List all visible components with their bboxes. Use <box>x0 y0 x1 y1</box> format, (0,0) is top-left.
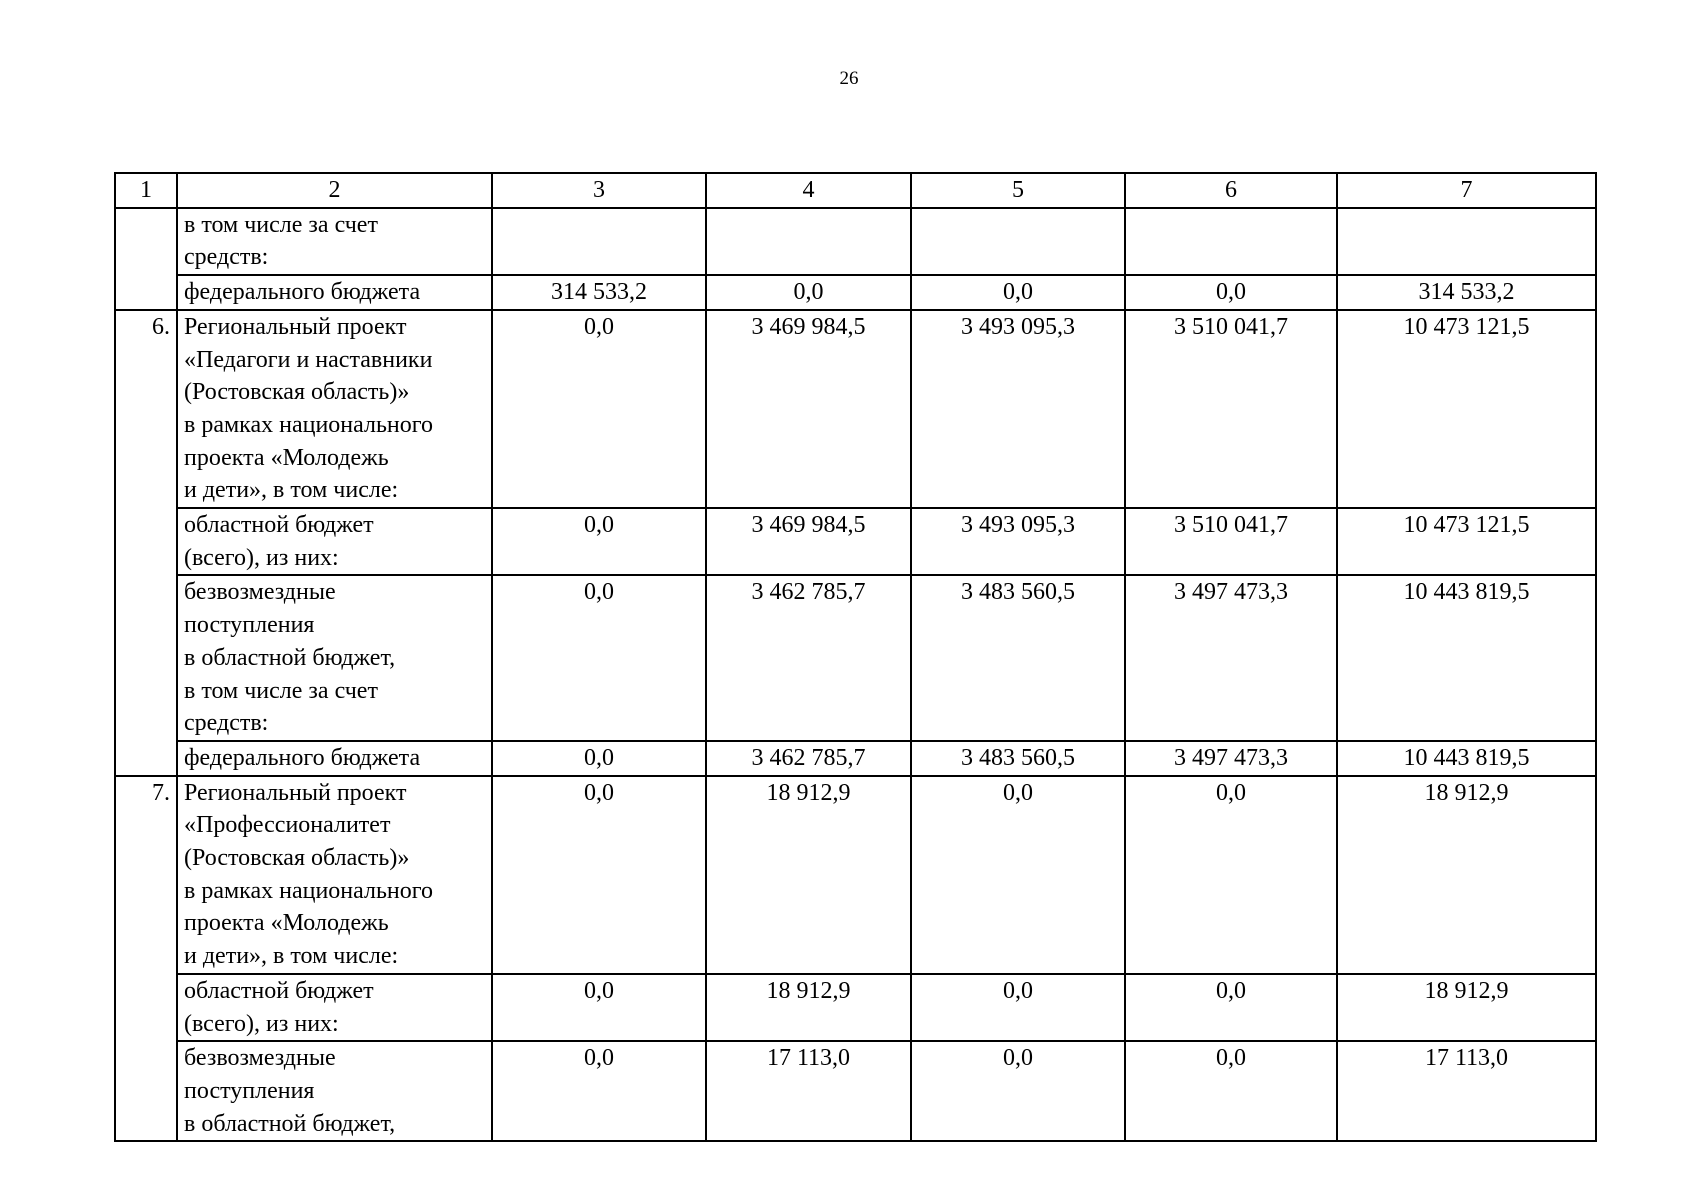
description-line: областной бюджет <box>184 977 374 1004</box>
value-cell: 0,0 <box>911 275 1125 310</box>
value-cell: 10 473 121,5 <box>1337 310 1596 508</box>
value-cell: 0,0 <box>492 575 706 741</box>
value-cell: 3 469 984,5 <box>706 508 911 575</box>
description-cell <box>177 575 492 741</box>
description-line: в областной бюджет, <box>184 1110 396 1137</box>
value-cell: 3 497 473,3 <box>1125 741 1337 776</box>
value-cell: 0,0 <box>1125 275 1337 310</box>
description-line: (Ростовская область)» <box>184 379 410 406</box>
value-cell: 314 533,2 <box>1337 275 1596 310</box>
value-cell <box>911 208 1125 275</box>
value-cell: 0,0 <box>911 974 1125 1041</box>
value-cell: 18 912,9 <box>706 776 911 974</box>
value-cell <box>706 208 911 275</box>
description-line: федерального бюджета <box>184 279 421 306</box>
column-header: 4 <box>706 173 911 208</box>
value-cell: 3 462 785,7 <box>706 575 911 741</box>
description-line: безвозмездные <box>184 579 336 606</box>
value-cell: 10 443 819,5 <box>1337 741 1596 776</box>
table-row <box>115 275 1596 310</box>
description-line: Региональный проект <box>184 779 407 806</box>
table-row <box>115 208 1596 275</box>
column-header: 1 <box>115 173 177 208</box>
table-row <box>115 741 1596 776</box>
value-cell: 0,0 <box>911 776 1125 974</box>
column-header: 2 <box>177 173 492 208</box>
page-number: 26 <box>839 68 859 89</box>
value-cell: 3 493 095,3 <box>911 310 1125 508</box>
row-index-cell <box>115 208 177 310</box>
description-line: (всего), из них: <box>184 1010 339 1037</box>
description-line: «Педагоги и наставники <box>184 346 433 373</box>
description-line: в областной бюджет, <box>184 644 396 671</box>
value-cell: 3 469 984,5 <box>706 310 911 508</box>
table-row <box>115 974 1596 1041</box>
value-cell: 0,0 <box>1125 1041 1337 1141</box>
description-line: проекта «Молодежь <box>184 444 389 471</box>
value-cell: 0,0 <box>1125 974 1337 1041</box>
value-cell: 3 510 041,7 <box>1125 310 1337 508</box>
value-cell: 0,0 <box>492 1041 706 1141</box>
description-cell <box>177 275 492 310</box>
description-cell <box>177 741 492 776</box>
description-line: средств: <box>184 244 269 271</box>
description-line: в том числе за счет <box>184 677 378 704</box>
description-line: в том числе за счет <box>184 211 378 238</box>
value-cell: 0,0 <box>492 974 706 1041</box>
description-line: средств: <box>184 710 269 737</box>
description-line: проекта «Молодежь <box>184 910 389 937</box>
value-cell: 3 493 095,3 <box>911 508 1125 575</box>
value-cell: 314 533,2 <box>492 275 706 310</box>
description-line: и дети», в том числе: <box>184 477 399 504</box>
description-line: поступления <box>184 1077 315 1104</box>
value-cell: 0,0 <box>492 508 706 575</box>
value-cell: 3 483 560,5 <box>911 575 1125 741</box>
row-index-cell: 7. <box>115 776 177 1142</box>
value-cell <box>1125 208 1337 275</box>
column-header: 3 <box>492 173 706 208</box>
value-cell: 3 462 785,7 <box>706 741 911 776</box>
description-cell <box>177 974 492 1041</box>
description-line: федерального бюджета <box>184 744 421 771</box>
value-cell: 17 113,0 <box>706 1041 911 1141</box>
description-line: поступления <box>184 612 315 639</box>
value-cell: 0,0 <box>1125 776 1337 974</box>
description-cell <box>177 508 492 575</box>
value-cell: 0,0 <box>492 310 706 508</box>
value-cell: 3 497 473,3 <box>1125 575 1337 741</box>
table-row <box>115 508 1596 575</box>
value-cell: 10 473 121,5 <box>1337 508 1596 575</box>
value-cell: 0,0 <box>492 741 706 776</box>
budget-table <box>114 172 1597 1142</box>
description-line: (всего), из них: <box>184 544 339 571</box>
row-index-cell: 6. <box>115 310 177 776</box>
column-header: 5 <box>911 173 1125 208</box>
description-cell <box>177 310 492 508</box>
description-line: в рамках национального <box>184 411 434 438</box>
description-cell <box>177 208 492 275</box>
value-cell <box>492 208 706 275</box>
description-line: Региональный проект <box>184 313 407 340</box>
table-row <box>115 776 1596 974</box>
description-line: и дети», в том числе: <box>184 943 399 970</box>
table-body <box>115 173 1596 1141</box>
description-line: областной бюджет <box>184 512 374 539</box>
description-line: в рамках национального <box>184 877 434 904</box>
column-header: 6 <box>1125 173 1337 208</box>
table-row <box>115 310 1596 508</box>
table-row <box>115 575 1596 741</box>
value-cell: 0,0 <box>911 1041 1125 1141</box>
value-cell: 3 483 560,5 <box>911 741 1125 776</box>
value-cell: 18 912,9 <box>706 974 911 1041</box>
description-cell <box>177 1041 492 1141</box>
value-cell <box>1337 208 1596 275</box>
value-cell: 3 510 041,7 <box>1125 508 1337 575</box>
description-line: (Ростовская область)» <box>184 845 410 872</box>
value-cell: 18 912,9 <box>1337 776 1596 974</box>
value-cell: 18 912,9 <box>1337 974 1596 1041</box>
value-cell: 0,0 <box>706 275 911 310</box>
description-cell <box>177 776 492 974</box>
value-cell: 10 443 819,5 <box>1337 575 1596 741</box>
column-header: 7 <box>1337 173 1596 208</box>
value-cell: 17 113,0 <box>1337 1041 1596 1141</box>
table-row <box>115 1041 1596 1141</box>
description-line: безвозмездные <box>184 1045 336 1072</box>
value-cell: 0,0 <box>492 776 706 974</box>
description-line: «Профессионалитет <box>184 812 391 839</box>
column-number-row <box>115 173 1596 208</box>
